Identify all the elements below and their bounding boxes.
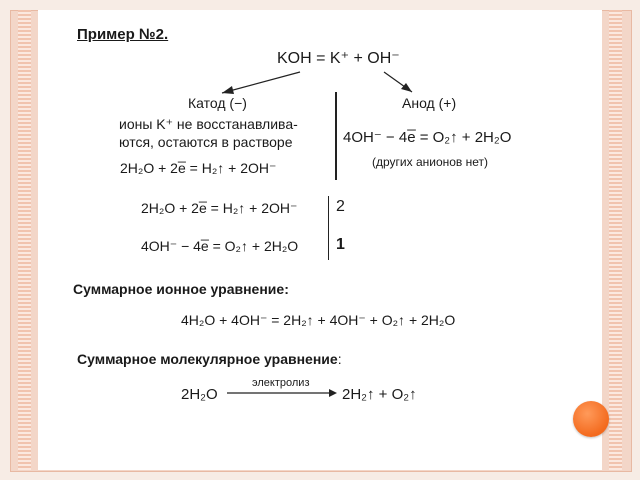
cathode-note-line1: ионы K⁺ не восстанавлива- bbox=[119, 116, 298, 132]
ionic-equation: 4H₂O + 4OH⁻ = 2H₂↑ + 4OH⁻ + O₂↑ + 2H₂O bbox=[181, 312, 456, 328]
molecular-heading-colon: : bbox=[337, 351, 342, 367]
dissociation-equation: KOH = K⁺ + OH⁻ bbox=[277, 50, 400, 67]
arrow-to-cathode-head bbox=[222, 86, 234, 94]
arrow-to-anode-head bbox=[401, 83, 412, 92]
anode-reaction: 4OH⁻ − 4e̅ = O₂↑ + 2H₂O bbox=[343, 129, 512, 146]
balance-coefficient-1: 2 bbox=[336, 198, 345, 215]
anode-note: (других анионов нет) bbox=[372, 155, 489, 169]
electrolysis-arrow-head bbox=[329, 389, 337, 397]
balance-divider bbox=[328, 196, 329, 260]
orange-circle-decoration bbox=[573, 401, 609, 437]
molecular-heading-row bbox=[77, 351, 342, 367]
balance-coefficient-2: 1 bbox=[336, 236, 345, 253]
molecular-heading: Суммарное молекулярное уравнение bbox=[77, 351, 338, 367]
balance-equation-1: 2H₂O + 2e̅ = H₂↑ + 2OH⁻ bbox=[141, 200, 298, 216]
anode-header: Анод (+) bbox=[402, 95, 457, 111]
electrolysis-label: электролиз bbox=[252, 377, 310, 389]
slide-title: Пример №2. bbox=[77, 26, 169, 43]
molecular-reactant: 2H₂O bbox=[181, 386, 218, 403]
cathode-reaction: 2H₂O + 2e̅ = H₂↑ + 2OH⁻ bbox=[120, 160, 277, 176]
cathode-header: Катод (−) bbox=[188, 95, 247, 111]
arrow-to-cathode bbox=[222, 72, 300, 93]
balance-equation-2: 4OH⁻ − 4e̅ = O₂↑ + 2H₂O bbox=[141, 238, 299, 254]
electrode-divider bbox=[335, 92, 337, 180]
molecular-products: 2H₂↑ + O₂↑ bbox=[342, 386, 417, 403]
ionic-heading: Суммарное ионное уравнение: bbox=[73, 281, 289, 297]
cathode-note-line2: ются, остаются в растворе bbox=[119, 134, 293, 150]
